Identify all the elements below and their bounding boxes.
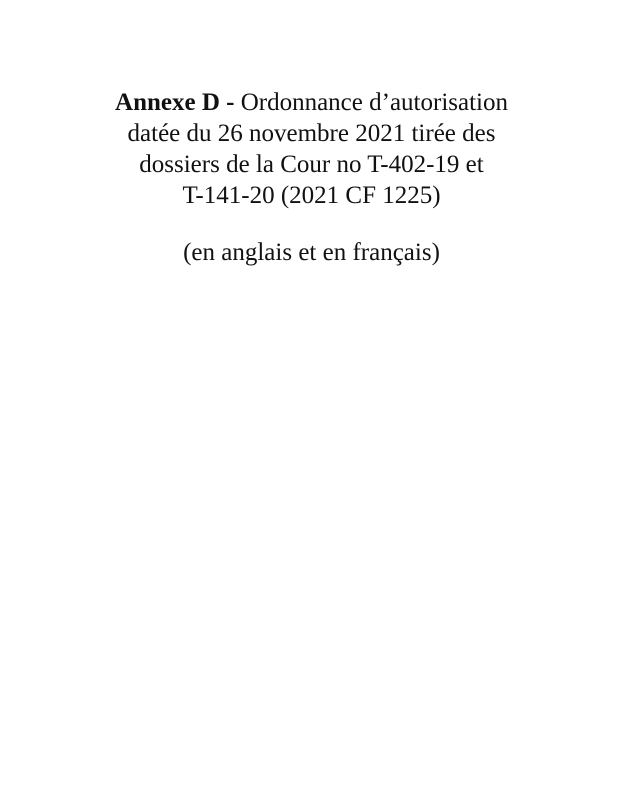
document-heading (0, 87, 623, 211)
heading-line-1 (0, 87, 623, 118)
heading-line-3: dossiers de la Cour no T-402-19 et (139, 151, 484, 178)
language-note: (en anglais et en français) (183, 239, 440, 266)
heading-line-4: T-141-20 (2021 CF 1225) (182, 182, 441, 209)
heading-line-1-text: Ordonnance d’autorisation (234, 89, 508, 116)
annex-label: Annexe D - (115, 89, 235, 116)
heading-line-2: datée du 26 novembre 2021 tirée des (127, 120, 496, 147)
